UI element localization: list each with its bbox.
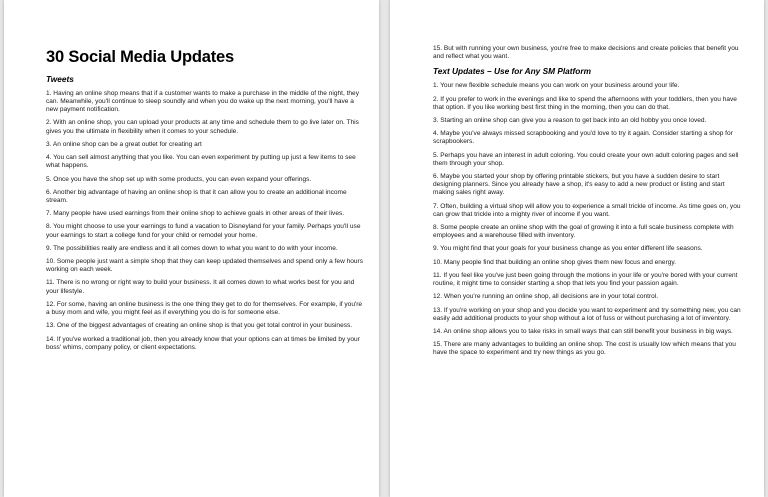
paragraph: 1. Your new flexible schedule means you can work on your business around your life. bbox=[433, 82, 680, 90]
paragraph: 2. With an online shop, you can upload your products at any time and schedule them to go live later on. This gives you the ultimate in flexibility when it comes to your schedule. bbox=[46, 119, 359, 135]
paragraph: 14. An online shop allows you to take risks in small ways that can still benefit your business in big ways. bbox=[433, 327, 733, 335]
paragraph: 13. One of the biggest advantages of creating an online shop is that you get total control in your business. bbox=[46, 322, 353, 330]
paragraph-carryover: 15. But with running your own business, you're free to make decisions and create policies that benefit you and reflect what you want. bbox=[433, 45, 739, 61]
paragraph: 3. Starting an online shop can give you a reason to get back into an old hobby you once loved. bbox=[433, 117, 707, 125]
paragraph: 10. Many people find that building an online shop gives them new focus and energy. bbox=[433, 258, 677, 266]
paragraph: 4. You can sell almost anything that you like. You can even experiment by putting up just a few items to see what happens. bbox=[46, 154, 356, 170]
paragraph: 7. Often, building a virtual shop will allow you to experience a small trickle of income. As time goes on, you can grow that trickle into a mighty river of income if you want. bbox=[433, 202, 741, 218]
paragraph: 11. There is no wrong or right way to build your business. It all comes down to what works best for you and your lifestyle. bbox=[46, 279, 355, 295]
paragraph: 6. Maybe you started your shop by offering printable stickers, but you have a sudden desire to start designing planners. Since you already have a shop, it's easy to add a new product or listing and start making sales right away. bbox=[433, 173, 725, 197]
paragraph: 13. If you're working on your shop and you decide you want to experiment and try something new, you can easily add additional products to your shop without a lot of fuss or without purchasing a lot of inventory. bbox=[433, 306, 741, 322]
paragraph: 12. For some, having an online business is the one thing they get to do for themselves. For example, if you're a busy mom and wife, you might feel as if everything you do is for someone else. bbox=[46, 300, 363, 316]
paragraph: 9. The possibilities really are endless and it all comes down to what you want to do with your income. bbox=[46, 244, 338, 252]
paragraph: 9. You might find that your goals for your business change as you enter different life seasons. bbox=[433, 245, 703, 253]
paragraph: 2. If you prefer to work in the evenings and like to spend the afternoons with your toddlers, then you have that option. If you like working best first thing in the morning, then you can do that. bbox=[433, 95, 737, 111]
paragraph: 8. You might choose to use your earnings to fund a vacation to Disneyland for your family. Perhaps you'll use your earnings to start a college fund for your child or remodel your home. bbox=[46, 223, 361, 239]
document-title: 30 Social Media Updates bbox=[46, 48, 234, 66]
paragraph: 8. Some people create an online shop with the goal of growing it into a full scale business complete with employees and a warehouse filled with inventory. bbox=[433, 223, 734, 239]
paragraph: 15. There are many advantages to building an online shop. The cost is usually low which means that you have the space to experiment and try new things as you go. bbox=[433, 341, 736, 357]
document-page-right bbox=[390, 0, 764, 497]
paragraph: 10. Some people just want a simple shop that they can keep updated themselves and spend only a few hours working on each week. bbox=[46, 258, 363, 274]
document-page-left bbox=[4, 0, 379, 497]
paragraph: 12. When you're running an online shop, all decisions are in your total control. bbox=[433, 293, 659, 301]
paragraph: 6. Another big advantage of having an online shop is that it can allow you to create an additional income stream. bbox=[46, 188, 347, 204]
paragraph: 7. Many people have used earnings from their online shop to achieve goals in other areas of their lives. bbox=[46, 210, 345, 218]
paragraph: 11. If you feel like you've just been going through the motions in your life or you're bored with your current routine, it might time to consider starting a shop that lets you find your passion again. bbox=[433, 271, 738, 287]
paragraph: 14. If you've worked a traditional job, then you already know that your options can at times be limited by your boss' whims, company policy, or client expectations. bbox=[46, 335, 360, 351]
paragraph: 5. Once you have the shop set up with some products, you can even expand your offerings. bbox=[46, 175, 312, 183]
paragraph: 4. Maybe you've always missed scrapbooking and you'd love to try it again. Consider starting a shop for scrapbookers. bbox=[433, 130, 733, 146]
section-heading-text-updates: Text Updates – Use for Any SM Platform bbox=[433, 66, 591, 77]
section-heading-tweets: Tweets bbox=[46, 74, 74, 84]
paragraph: 3. An online shop can be a great outlet for creating art bbox=[46, 140, 202, 148]
paragraph: 1. Having an online shop means that if a customer wants to make a purchase in the middle of the night, they can. Meanwhile, you'll continue to sleep soundly and when you do wake up the next morning, you'll have a new payment notification. bbox=[46, 90, 359, 114]
paragraph: 5. Perhaps you have an interest in adult coloring. You could create your own adult coloring pages and sell them through your shop. bbox=[433, 151, 739, 167]
